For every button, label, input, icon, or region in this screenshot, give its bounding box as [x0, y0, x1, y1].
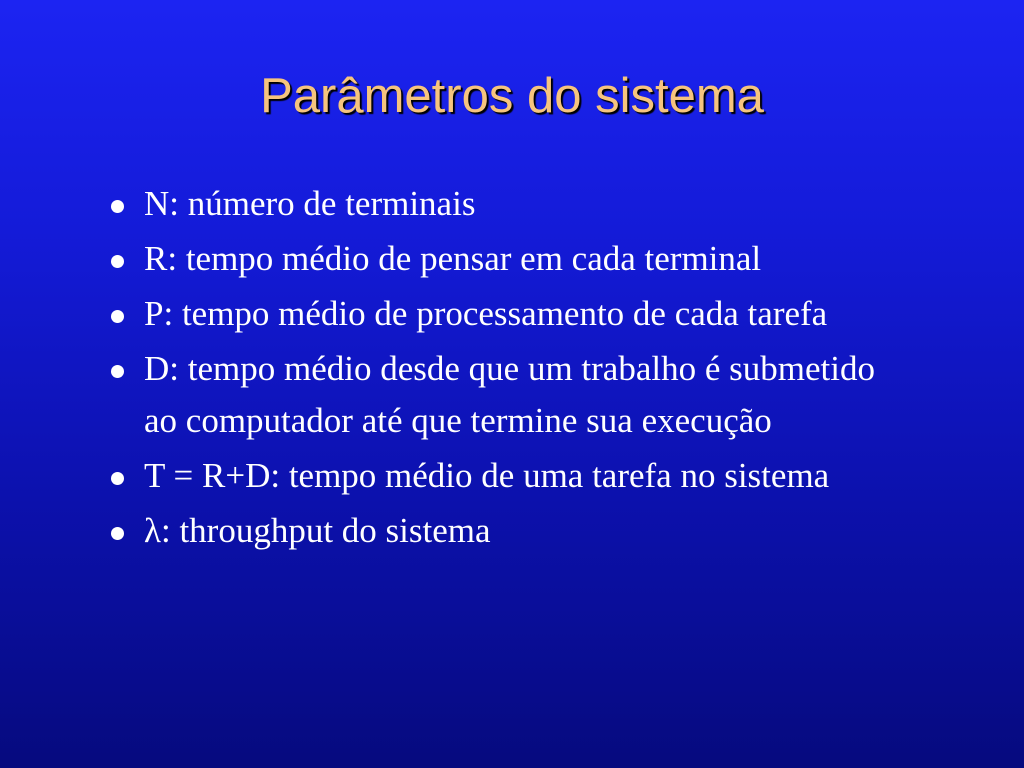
bullet-text: N: número de terminais [144, 184, 476, 223]
bullet-item-d [108, 343, 908, 447]
bullet-dot-icon [111, 365, 124, 378]
bullet-text: P: tempo médio de processamento de cada tarefa [144, 294, 828, 333]
bullet-list [108, 178, 908, 560]
bullet-text: T = R+D: tempo médio de uma tarefa no sistema [144, 456, 830, 495]
bullet-item-t [108, 450, 908, 502]
bullet-dot-icon [111, 310, 124, 323]
bullet-text: λ: throughput do sistema [144, 511, 491, 550]
bullet-dot-icon [111, 527, 124, 540]
bullet-dot-icon [111, 472, 124, 485]
bullet-dot-icon [111, 255, 124, 268]
bullet-item-p [108, 288, 908, 340]
bullet-dot-icon [111, 200, 124, 213]
bullet-item-r [108, 233, 908, 285]
bullet-text: R: tempo médio de pensar em cada terminal [144, 239, 762, 278]
slide-title: Parâmetros do sistema [260, 69, 764, 123]
bullet-item-lambda [108, 505, 908, 557]
bullet-item-n [108, 178, 908, 230]
bullet-text: D: tempo médio desde que um trabalho é submetido ao computador até que termine sua execução [144, 349, 875, 440]
